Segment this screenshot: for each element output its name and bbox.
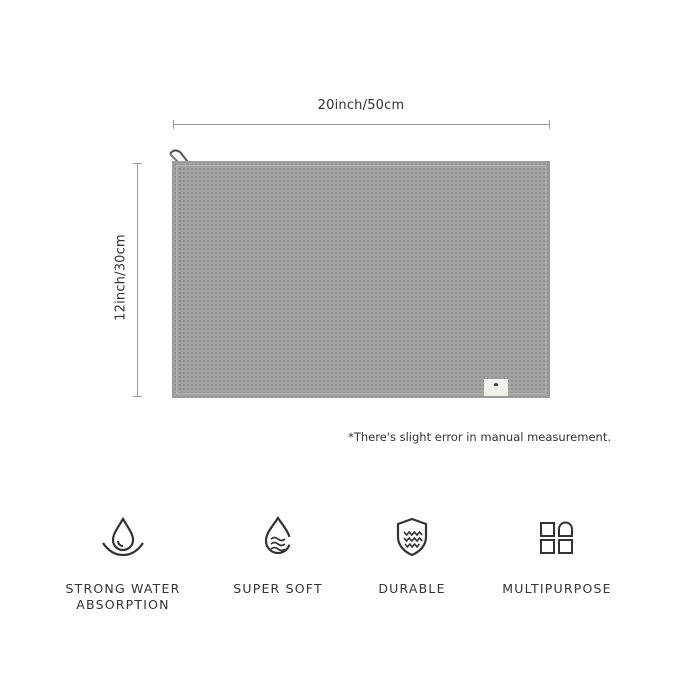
width-dimension-label: 20inch/50cm: [317, 98, 405, 113]
measurement-note: *There's slight error in manual measurement.: [348, 430, 611, 444]
height-dimension-line: [137, 163, 138, 397]
feature-water-absorption: [53, 515, 193, 613]
towel-tag: [484, 379, 508, 396]
feature-label: STRONG WATER: [65, 581, 181, 596]
feature-label-line2: ABSORPTION: [76, 597, 170, 612]
feature-label: MULTIPURPOSE: [502, 581, 612, 596]
feature-label: SUPER SOFT: [233, 581, 323, 596]
shield-icon: [390, 515, 434, 559]
grid-icon: [535, 515, 579, 559]
feature-super-soft: [208, 515, 348, 597]
feature-multipurpose: [487, 515, 627, 597]
water-drop-icon: [99, 515, 147, 559]
soft-drop-icon: [256, 515, 300, 559]
feature-label: DURABLE: [378, 581, 446, 596]
feature-durable: [342, 515, 482, 597]
towel-image: [172, 161, 550, 398]
towel-border: [176, 165, 546, 394]
width-dimension-line: [173, 124, 550, 125]
height-dimension-label: 12inch/30cm: [113, 234, 129, 321]
